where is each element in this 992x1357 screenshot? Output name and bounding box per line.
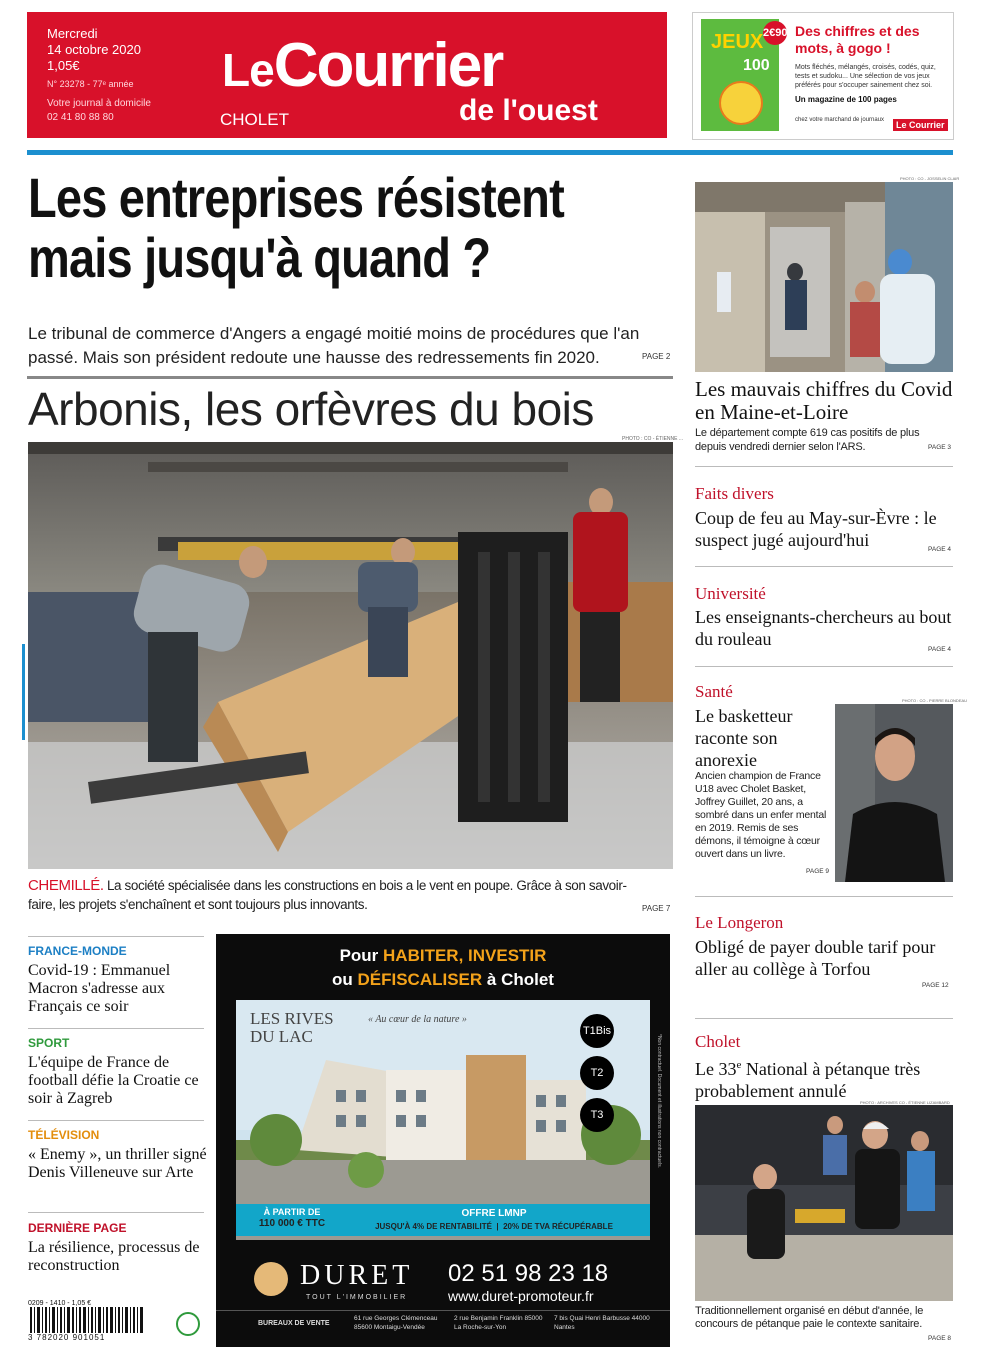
ad-offer-detail1: JUSQU'À 4% DE RENTABILITÉ [375, 1222, 492, 1231]
petanque-photo[interactable] [695, 1105, 953, 1301]
ad-phone[interactable]: 02 51 98 23 18 [448, 1260, 609, 1287]
petanque-illustration [695, 1105, 953, 1301]
lead-headline-line1: Les entreprises résistent [28, 166, 564, 229]
right-rule [695, 466, 953, 467]
promo-box[interactable] [692, 12, 954, 140]
cholet-photo-credit: PHOTO : ARCHIVES CO - ÉTIENNE LIZAMBARD [860, 1100, 950, 1105]
right-rule [695, 566, 953, 567]
cholet-caption: Traditionnellement organisé en début d'année, le concours de pétanque paie le contexte sanitaire. [695, 1305, 924, 1330]
ad-brand: DURET [300, 1260, 414, 1291]
brief-label: DERNIÈRE PAGE [28, 1221, 127, 1235]
caption-place: CHEMILLÉ. [28, 877, 104, 894]
covid-photo-credit: PHOTO : CO - JOSSELIN CLAIR [900, 176, 960, 181]
ad-line2-post: à Cholet [482, 970, 554, 989]
masthead-date: 14 octobre 2020 [47, 42, 141, 57]
brief-text: Covid-19 : Emmanuel Macron s'adresse aux Français ce soir [28, 962, 171, 1015]
project-slogan: « Au cœur de la nature » [368, 1014, 467, 1025]
ad-offices-label: BUREAUX DE VENTE [258, 1320, 330, 1327]
univ-kicker: Université [695, 584, 766, 603]
sante-text: Ancien champion de France U18 avec Cholet Basket, Joffrey Guillet, 20 ans, a sombré dans un enfer mental en 2019. Remis de ses démons, il témoigne à cœur ouvert dans un livre. [695, 770, 827, 860]
lead-headline-line2: mais jusqu'à quand ? [28, 226, 491, 289]
ad-office1: 61 rue Georges Clémenceau 85600 Montaigu-Vendée [354, 1315, 438, 1331]
feature-caption [28, 876, 648, 914]
covid-page-ref[interactable]: PAGE 3 [928, 444, 952, 451]
logo-le: Le [222, 44, 274, 96]
feature-headline[interactable]: Arbonis, les orfèvres du bois [28, 383, 594, 435]
price-badge: 2€90 [763, 21, 787, 45]
cholet-kicker: Cholet [695, 1032, 741, 1051]
ad-offer-title: OFFRE LMNP [461, 1208, 527, 1219]
cover-number: 100 [743, 57, 770, 74]
portrait-illustration [835, 704, 953, 882]
recycle-icon [176, 1312, 200, 1336]
ad-website[interactable]: www.duret-promoteur.fr [448, 1288, 594, 1304]
brief-label: FRANCE-MONDE [28, 944, 127, 958]
duret-advertisement[interactable] [216, 934, 670, 1347]
ad-building-render [236, 1000, 650, 1240]
masthead-info [47, 26, 151, 125]
lead-headline[interactable] [28, 168, 582, 288]
masthead-home-delivery: Votre journal à domicile [47, 98, 151, 109]
brief-text: L'équipe de France de football défie la Croatie ce soir à Zagreb [28, 1054, 199, 1107]
barcode [28, 1300, 164, 1344]
covid-test-photo[interactable] [695, 182, 953, 372]
header-divider [27, 150, 953, 155]
cholet-headline-sup: e [736, 1059, 742, 1071]
longeron-page-ref[interactable]: PAGE 12 [922, 982, 949, 989]
barcode-number: 3 782020 901051 [28, 1333, 106, 1342]
lead-page-ref[interactable]: PAGE 2 [642, 352, 671, 361]
ad-line2-pre: ou [332, 970, 358, 989]
sante-page-ref[interactable]: PAGE 9 [806, 868, 830, 875]
masthead [27, 12, 667, 138]
brief-derniere-page[interactable] [28, 1221, 208, 1275]
ad-price-label: À PARTIR DE [263, 1207, 321, 1217]
univ-page-ref[interactable]: PAGE 4 [928, 646, 952, 653]
cholet-headline[interactable] [695, 1054, 953, 1102]
sante-kicker: Santé [695, 682, 733, 701]
longeron-headline[interactable]: Obligé de payer double tarif pour aller au collège à Torfou [695, 937, 936, 979]
cover-title: JEUX [711, 31, 764, 53]
badge-t1bis: T1Bis [580, 1014, 614, 1048]
badge-t3: T3 [580, 1098, 614, 1132]
right-rule [695, 1018, 953, 1019]
sante-headline[interactable]: Le basketteur raconte son anorexie [695, 706, 793, 770]
masthead-day: Mercredi [47, 26, 98, 41]
univ-headline[interactable]: Les enseignants-chercheurs au bout du rouleau [695, 607, 952, 649]
brief-rule [28, 1028, 204, 1029]
faits-kicker: Faits divers [695, 484, 774, 503]
longeron-kicker: Le Longeron [695, 913, 784, 932]
lead-divider [27, 376, 673, 379]
briefs-top-rule [28, 936, 204, 937]
covid-illustration [695, 182, 953, 372]
caption-text: La société spécialisée dans les constructions en bois a le vent en poupe. Grâce à son savoir-faire, les projets s'enchaînent et sont toujours plus innovants. [28, 878, 627, 912]
ad-price-block [244, 1207, 340, 1229]
cholet-headline-pre: Le 33 [695, 1059, 737, 1079]
badge-t2: T2 [580, 1056, 614, 1090]
ad-office2: 2 rue Benjamin Franklin 85000 La Roche-sur-Yon [454, 1315, 543, 1331]
faits-page-ref[interactable]: PAGE 4 [928, 546, 952, 553]
brief-label: SPORT [28, 1036, 70, 1050]
masthead-phone: 02 41 80 88 80 [47, 112, 114, 123]
brief-sport[interactable] [28, 1036, 208, 1108]
brief-television[interactable] [28, 1128, 208, 1182]
brief-rule [28, 1120, 204, 1121]
brief-text: La résilience, processus de reconstruction [28, 1239, 200, 1274]
masthead-price: 1,05€ [47, 58, 80, 73]
logo-courrier: Courrier [273, 31, 503, 100]
duret-logo-icon [254, 1262, 288, 1296]
right-rule [695, 666, 953, 667]
ad-offer: OFFRE LMNP JUSQU'À 4% DE RENTABILITÉ | 20% DE TVA RÉCUPÉRABLE [346, 1207, 642, 1233]
barcode-top-text: 0209 - 1410 - 1,05 € [28, 1300, 92, 1307]
promo-text: Mots fléchés, mélangés, croisés, codés, quiz, tests et sudoku... Une sélection de vos jeux préférés pour s'occuper sainement chez soi. [795, 64, 936, 89]
feature-page-ref[interactable]: PAGE 7 [642, 904, 671, 913]
barcode-icon [28, 1307, 148, 1333]
edition-city: CHOLET [220, 110, 289, 129]
covid-text: Le département compte 619 cas positifs de plus depuis vendredi dernier selon l'ARS. [695, 427, 920, 453]
ad-brand-sub: TOUT L'IMMOBILIER [306, 1294, 408, 1301]
cholet-headline-post: National à pétanque très probablement annulé [695, 1059, 921, 1101]
right-rule [695, 896, 953, 897]
cover-character-icon [719, 81, 763, 125]
ad-line2-highlight: DÉFISCALISER [357, 970, 483, 989]
basketball-player-photo[interactable] [835, 704, 953, 882]
brief-france-monde[interactable] [28, 944, 208, 1016]
ad-offer-band [236, 1204, 650, 1236]
ad-headline [216, 944, 670, 992]
feature-photo-credit: PHOTO : CO - ÉTIENNE ... [622, 436, 684, 442]
faits-headline[interactable]: Coup de feu au May-sur-Èvre : le suspect jugé aujourd'hui [695, 508, 937, 550]
ad-office3: 7 bis Quai Henri Barbusse 44000 Nantes [554, 1315, 650, 1331]
ad-line1-pre: Pour [339, 946, 384, 965]
masthead-logo [222, 30, 502, 101]
brief-rule [28, 1212, 204, 1213]
promo-magazine: Un magazine de 100 pages [795, 95, 897, 104]
ad-disclaimer: *Non contractuel. Document et illustrations non contractuels. [656, 1034, 662, 1168]
ad-offer-detail2: 20% DE TVA RÉCUPÉRABLE [503, 1222, 613, 1231]
masthead-issue: N° 23278 - 77ᵉ année [47, 79, 134, 89]
brief-label: TÉLÉVISION [28, 1128, 100, 1142]
ad-price: 110 000 € TTC [258, 1218, 326, 1229]
workshop-illustration [28, 442, 673, 869]
lead-deck: Le tribunal de commerce d'Angers a engagé moitié moins de procédures que l'an passé. Mais son président redoute une hausse des redressements fin 2020. [28, 324, 640, 367]
brief-text: « Enemy », un thriller signé Denis Villeneuve sur Arte [28, 1146, 207, 1181]
workshop-photo[interactable] [28, 442, 673, 869]
sante-photo-credit: PHOTO : CO - PIERRE BLONDEAU [902, 698, 968, 703]
logo-ouest: de l'ouest [459, 94, 598, 127]
promo-headline: Des chiffres et des mots, à gogo ! [795, 23, 920, 56]
project-logo: LES RIVES DU LAC [250, 1009, 334, 1046]
cholet-page-ref[interactable]: PAGE 8 [928, 1335, 952, 1342]
promo-footer: chez votre marchand de journaux [795, 117, 885, 123]
promo-brand: Le Courrier [893, 119, 948, 131]
left-margin-marker [22, 644, 25, 740]
ad-line1-highlight: HABITER, INVESTIR [383, 946, 547, 965]
ad-divider [216, 1310, 670, 1311]
covid-headline[interactable]: Les mauvais chiffres du Covid en Maine-et-Loire [695, 377, 953, 424]
